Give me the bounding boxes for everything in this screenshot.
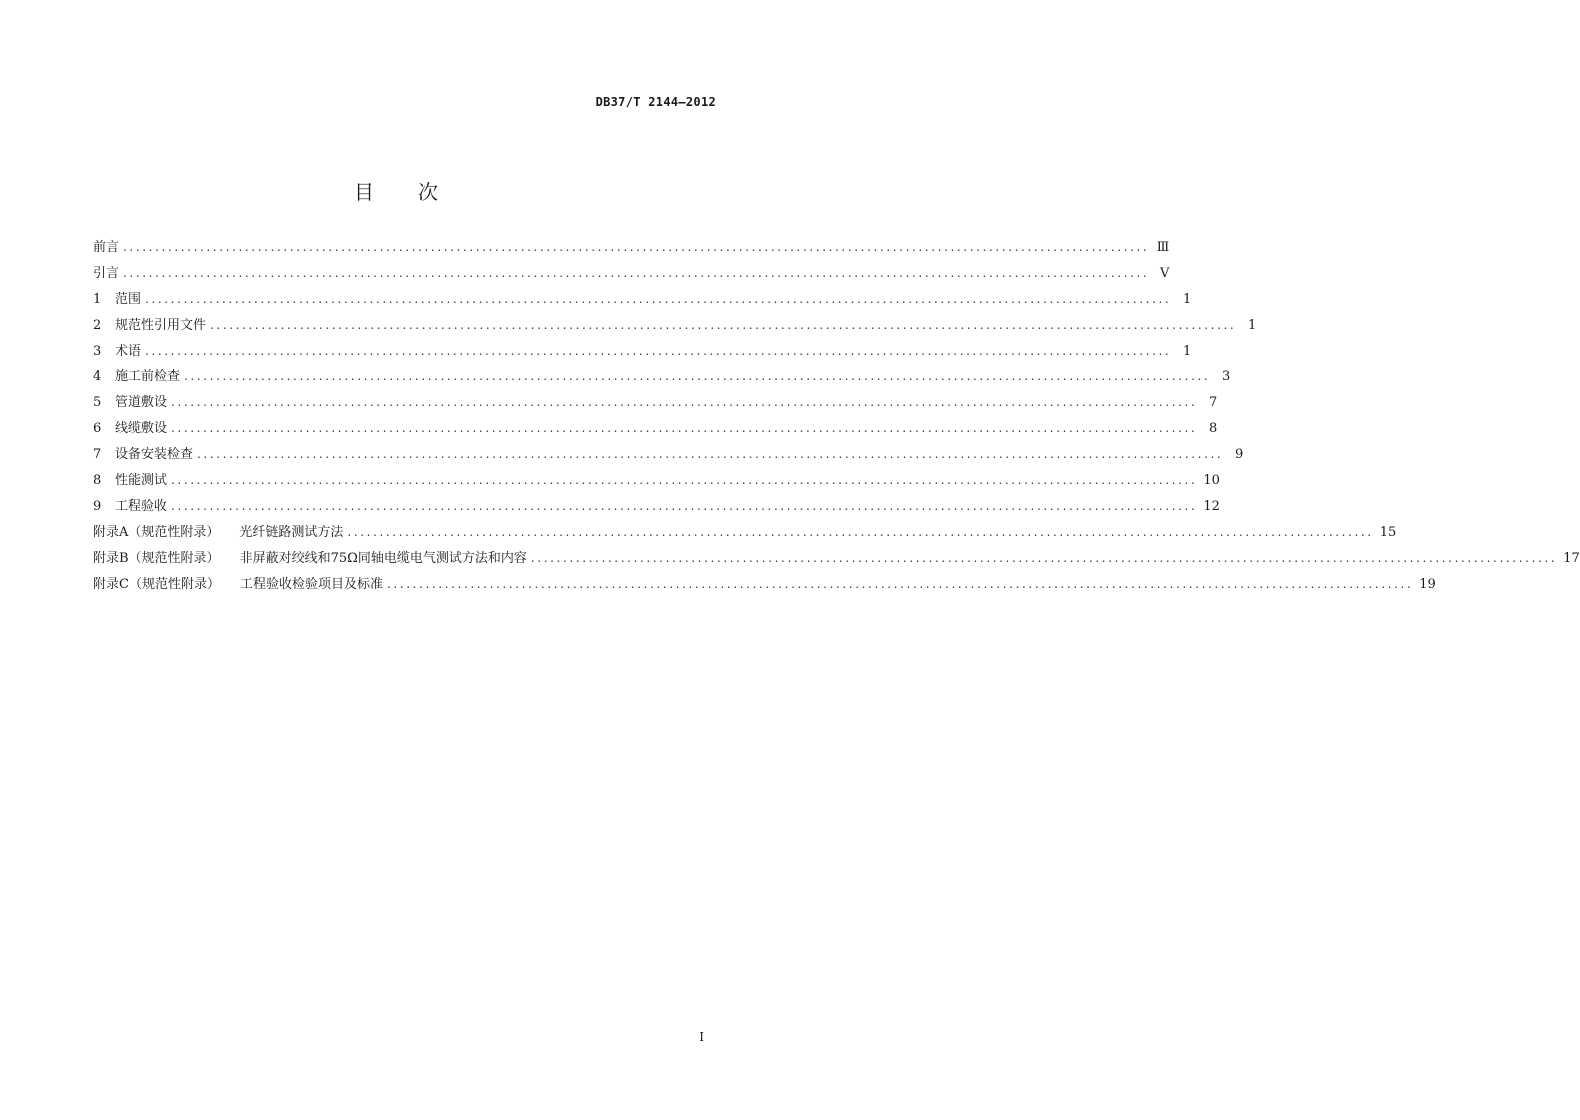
toc-entry-preface[interactable]	[93, 237, 1170, 263]
toc-entry-number: 3	[93, 343, 102, 359]
toc-leader-dots: ................................................................................................................................................................	[197, 447, 1224, 462]
toc-entry-label: 术语	[115, 343, 142, 359]
toc-entry-page: 9	[1235, 447, 1244, 463]
toc-entry-page: 19	[1419, 576, 1436, 592]
footer-page-number: I	[699, 1030, 704, 1044]
toc-appendix-prefix: 附录B（规范性附录）	[93, 550, 220, 566]
toc-entry-page: 7	[1209, 395, 1218, 411]
toc-leader-dots: ................................................................................................................................................................	[145, 291, 1172, 306]
toc-leader-dots: ................................................................................................................................................................	[530, 550, 1558, 565]
toc-entry-page: 15	[1379, 524, 1397, 540]
toc-entry-label: 前言	[93, 240, 120, 255]
toc-entry-label: 光纤链路测试方法	[239, 524, 344, 540]
toc-entry-label: 规范性引用文件	[115, 317, 207, 333]
toc-appendix-entry[interactable]	[93, 574, 1436, 600]
toc-entry[interactable]	[93, 444, 1244, 470]
toc-entry-page: 8	[1209, 421, 1218, 437]
toc-entry-number: 8	[93, 473, 102, 489]
toc-entry-page: 1	[1248, 317, 1257, 333]
toc-entry-label: 施工前检查	[115, 369, 181, 385]
page-title	[0, 176, 792, 205]
toc-entry-number: 7	[93, 447, 102, 463]
toc-appendix-prefix: 附录A（规范性附录）	[93, 524, 220, 540]
toc-entry-number: 4	[93, 369, 102, 385]
toc-entry[interactable]	[93, 289, 1192, 315]
toc-entry[interactable]	[93, 392, 1218, 418]
toc-leader-dots: ................................................................................................................................................................	[210, 317, 1237, 332]
toc-leader-dots: ................................................................................................................................................................	[145, 343, 1172, 358]
toc-entry-label: 引言	[93, 265, 120, 281]
toc-leader-dots: ................................................................................................................................................................	[123, 265, 1150, 280]
toc-leader-dots: ................................................................................................................................................................	[123, 240, 1150, 254]
toc-leader-dots: ................................................................................................................................................................	[171, 473, 1198, 488]
toc-entry-label: 非屏蔽对绞线和75Ω同轴电缆电气测试方法和内容	[239, 550, 527, 566]
toc-entry-page: 17	[1563, 550, 1580, 566]
toc-entry[interactable]	[93, 418, 1218, 444]
toc-entry-page: Ⅴ	[1159, 265, 1170, 281]
title-part-2: 次	[418, 180, 438, 204]
toc-entry[interactable]	[93, 315, 1257, 341]
title-part-1: 目	[354, 180, 374, 204]
toc-appendix-prefix: 附录C（规范性附录）	[93, 576, 220, 592]
toc-leader-dots: ................................................................................................................................................................	[171, 421, 1198, 436]
toc-entry[interactable]	[93, 366, 1231, 392]
toc-leader-dots: ................................................................................................................................................................	[184, 369, 1211, 384]
toc-entry-label: 线缆敷设	[115, 421, 168, 437]
toc-entry-number: 6	[93, 421, 102, 437]
toc-leader-dots: ................................................................................................................................................................	[386, 576, 1414, 591]
toc-leader-dots: ................................................................................................................................................................	[171, 395, 1198, 410]
toc-entry-introduction[interactable]	[93, 263, 1170, 289]
toc-entry-page: 12	[1203, 498, 1220, 514]
toc-entry-label: 工程验收	[115, 498, 168, 514]
toc-appendix-entry[interactable]	[93, 548, 1580, 574]
toc-entry-page: 3	[1222, 369, 1231, 385]
toc-entry-label: 管道敷设	[115, 395, 168, 411]
toc-entry-label: 范围	[115, 291, 142, 307]
toc-entry-page: Ⅲ	[1156, 240, 1170, 255]
toc-leader-dots: ................................................................................................................................................................	[171, 498, 1198, 513]
toc-appendix-entry[interactable]	[93, 522, 1397, 548]
toc-entry-label: 性能测试	[115, 473, 168, 489]
toc-entry-number: 5	[93, 395, 102, 411]
toc-entry-page: 1	[1183, 343, 1192, 359]
toc-entry-page: 10	[1203, 473, 1220, 489]
toc-entry-page: 1	[1183, 291, 1192, 307]
toc-leader-dots: ................................................................................................................................................................	[347, 524, 1374, 539]
toc-entry-label: 工程验收检验项目及标准	[239, 576, 383, 592]
toc-entry[interactable]	[93, 496, 1220, 522]
toc-entry-label: 设备安装检查	[115, 447, 194, 463]
toc-entry[interactable]	[93, 470, 1220, 496]
standard-code: DB37/T 2144—2012	[595, 95, 716, 109]
toc-entry[interactable]	[93, 341, 1192, 367]
table-of-contents	[93, 237, 1580, 599]
toc-entry-number: 9	[93, 498, 102, 514]
toc-entry-number: 2	[93, 317, 102, 333]
toc-entry-number: 1	[93, 291, 102, 307]
